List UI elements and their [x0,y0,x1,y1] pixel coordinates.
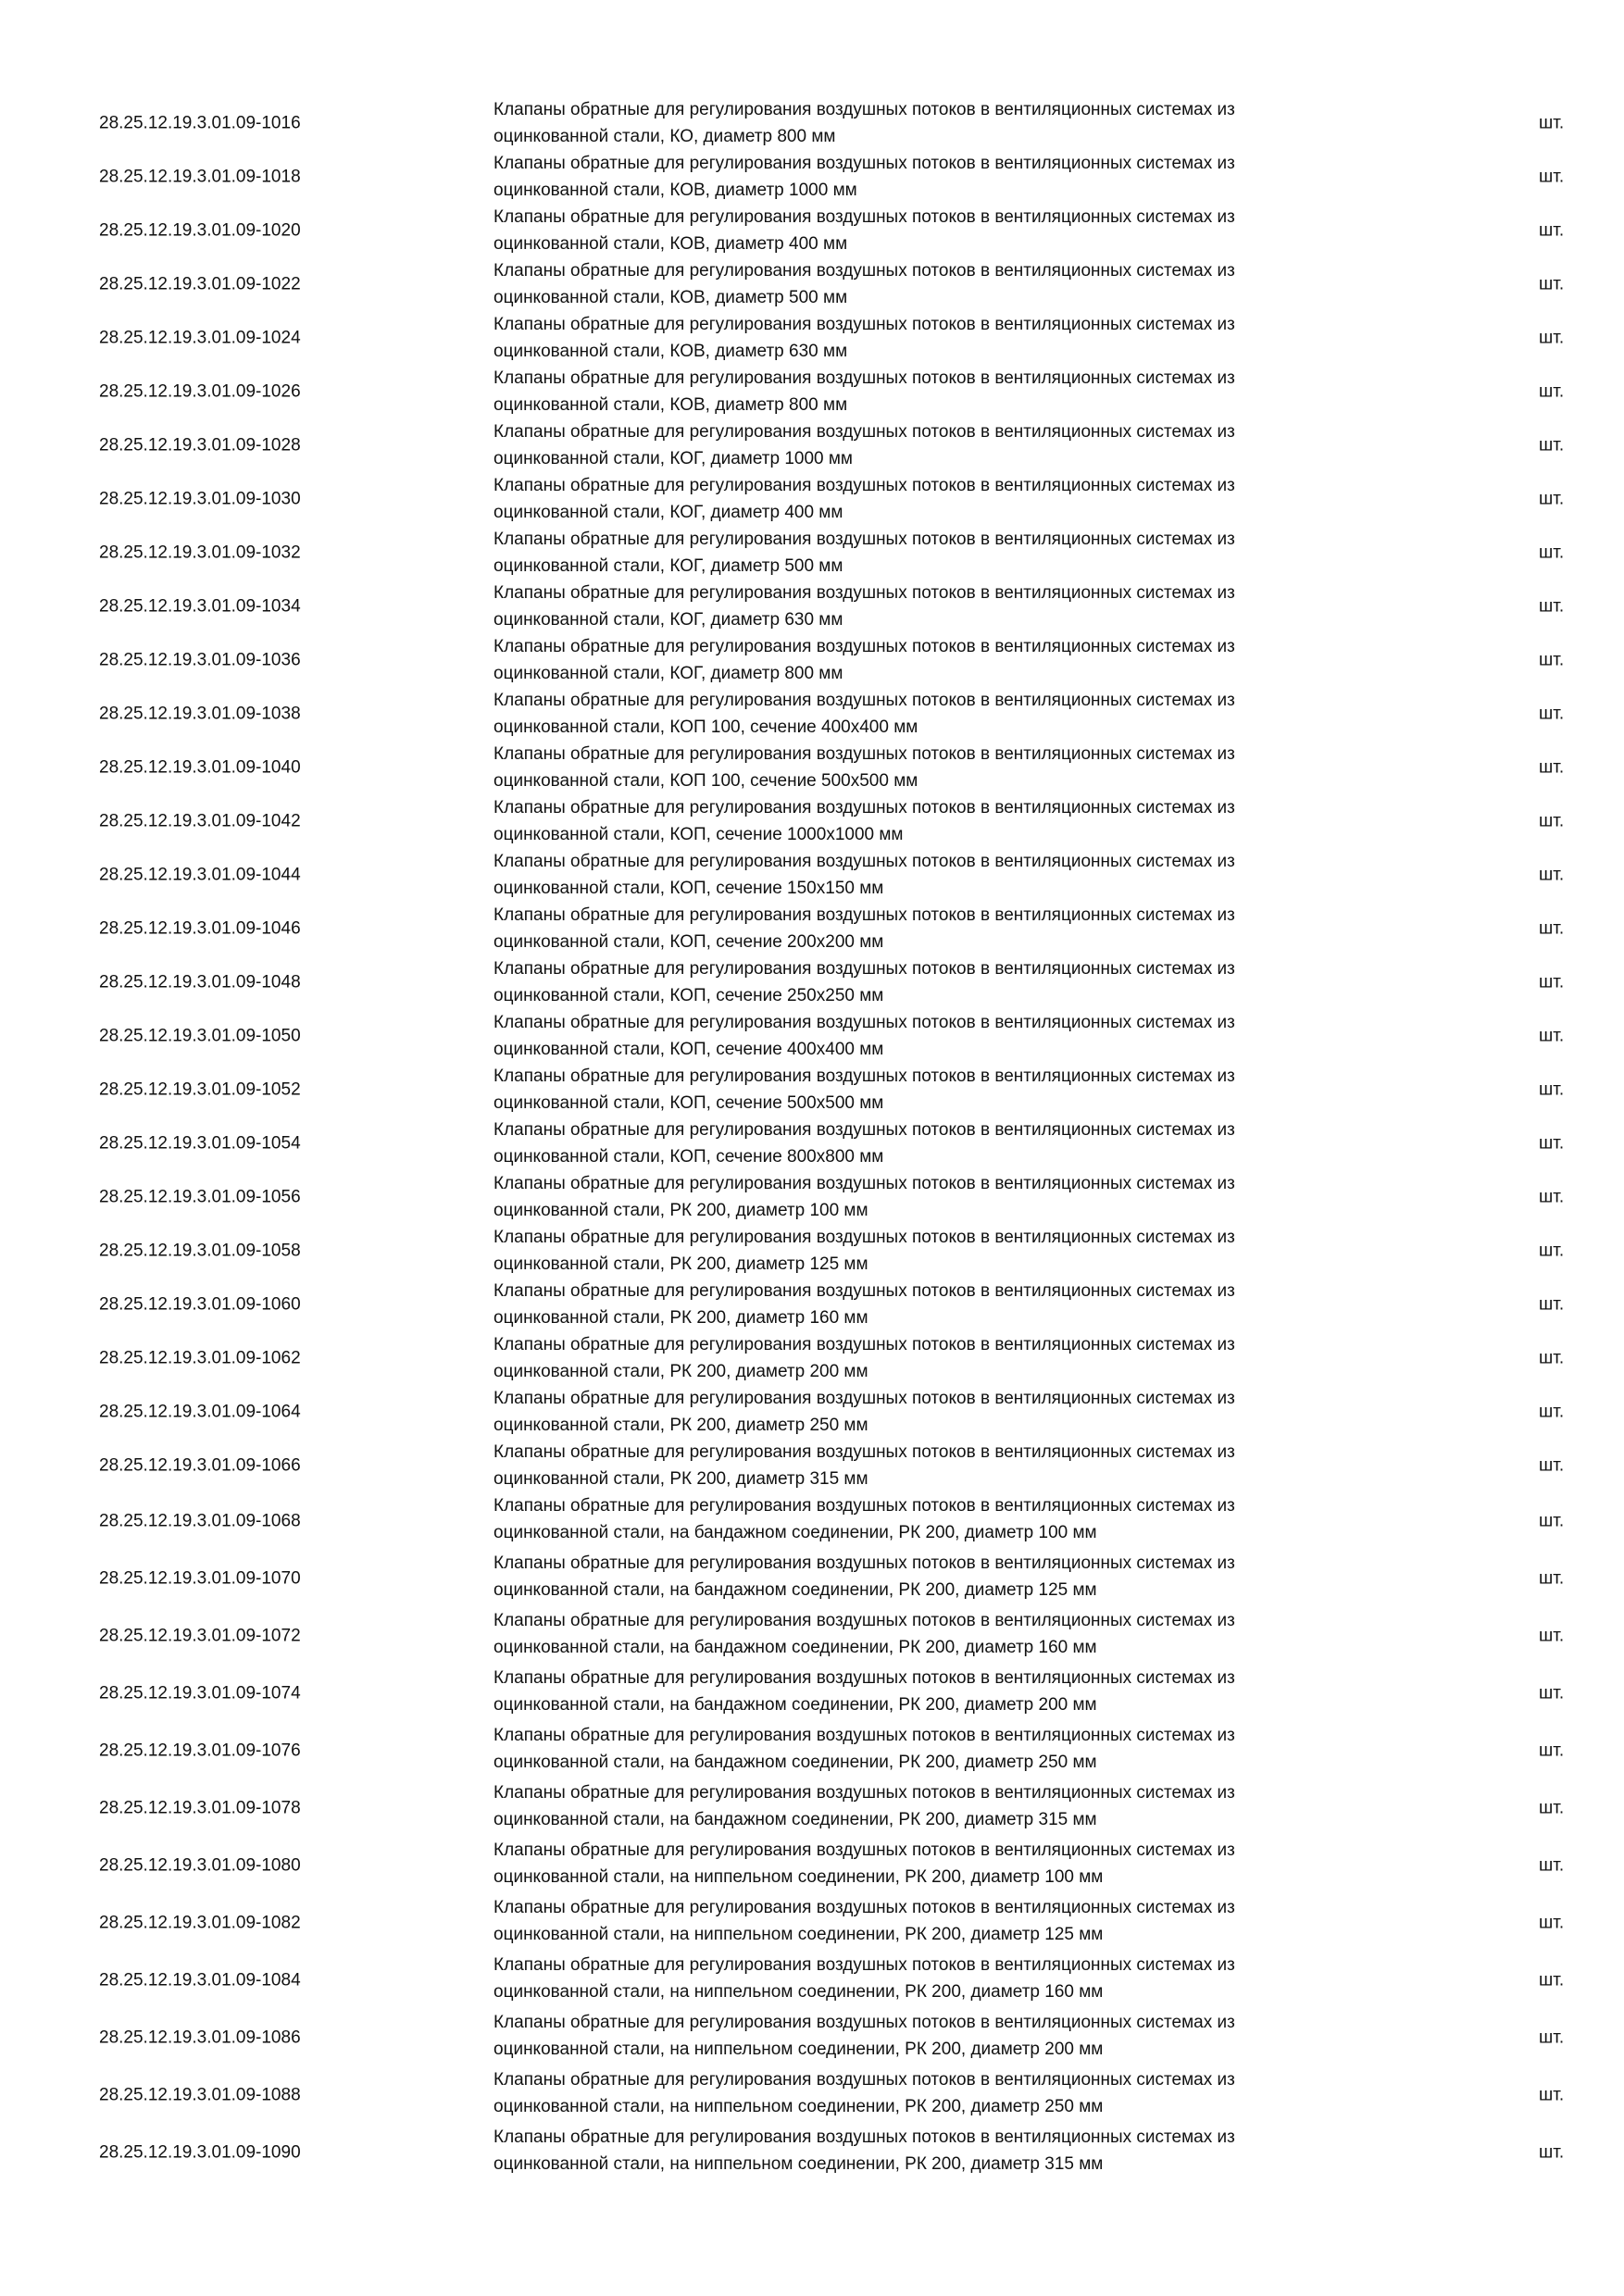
item-unit: шт. [1539,1855,1565,1876]
item-description [493,1550,1382,1603]
table-row [0,96,1624,150]
item-code: 28.25.12.19.3.01.09-1080 [99,1855,301,1876]
table-row [0,311,1624,365]
item-unit: шт. [1539,1626,1565,1646]
item-unit: шт. [1539,381,1565,402]
table-row [0,2066,1624,2124]
table-row [0,1170,1624,1224]
item-description [493,1722,1382,1776]
item-unit: шт. [1539,1683,1565,1703]
table-row [0,1492,1624,1550]
description-line: Клапаны обратные для регулирования воздушных потоков в вентиляционных системах из [493,959,1235,979]
item-description [493,1665,1382,1718]
item-unit: шт. [1539,2028,1565,2048]
description-line: оцинкованной стали, КОП, сечение 400х400 мм [493,1040,884,1059]
item-unit: шт. [1539,167,1565,187]
item-unit: шт. [1539,918,1565,939]
description-line: Клапаны обратные для регулирования воздушных потоков в вентиляционных системах из [493,315,1235,334]
item-code: 28.25.12.19.3.01.09-1018 [99,167,301,187]
table-row [0,1224,1624,1278]
table-row [0,687,1624,741]
table-row [0,365,1624,418]
table-row [0,1009,1624,1063]
item-description [493,150,1382,204]
item-code: 28.25.12.19.3.01.09-1054 [99,1133,301,1154]
description-line: оцинкованной стали, РК 200, диаметр 200 мм [493,1362,868,1381]
item-unit: шт. [1539,1241,1565,1261]
item-description [493,1170,1382,1224]
item-description [493,1278,1382,1331]
table-row [0,955,1624,1009]
table-row [0,741,1624,794]
description-line: оцинкованной стали, КОВ, диаметр 500 мм [493,288,848,307]
item-code: 28.25.12.19.3.01.09-1074 [99,1683,301,1703]
description-line: Клапаны обратные для регулирования воздушных потоков в вентиляционных системах из [493,1228,1235,1247]
description-line: Клапаны обратные для регулирования воздушных потоков в вентиляционных системах из [493,798,1235,817]
description-line: Клапаны обратные для регулирования воздушных потоков в вентиляционных системах из [493,1496,1235,1516]
description-line: оцинкованной стали, РК 200, диаметр 100 мм [493,1201,868,1220]
table-row [0,1779,1624,1837]
description-line: Клапаны обратные для регулирования воздушных потоков в вентиляционных системах из [493,422,1235,442]
item-code: 28.25.12.19.3.01.09-1028 [99,435,301,455]
item-description [493,96,1382,150]
description-line: Клапаны обратные для регулирования воздушных потоков в вентиляционных системах из [493,1554,1235,1573]
table-row [0,1952,1624,2009]
description-line: оцинкованной стали, КОГ, диаметр 800 мм [493,664,843,683]
item-unit: шт. [1539,1913,1565,1933]
item-description [493,1952,1382,2005]
table-row [0,150,1624,204]
item-code: 28.25.12.19.3.01.09-1030 [99,489,301,509]
item-description [493,1224,1382,1278]
item-unit: шт. [1539,435,1565,455]
item-description [493,1607,1382,1661]
description-line: Клапаны обратные для регулирования воздушных потоков в вентиляционных системах из [493,1726,1235,1745]
item-unit: шт. [1539,220,1565,241]
table-row [0,1439,1624,1492]
item-description [493,741,1382,794]
item-code: 28.25.12.19.3.01.09-1044 [99,865,301,885]
item-description [493,848,1382,902]
item-unit: шт. [1539,1741,1565,1761]
table-row [0,633,1624,687]
item-description [493,1492,1382,1546]
table-row [0,848,1624,902]
item-code: 28.25.12.19.3.01.09-1066 [99,1455,301,1476]
description-line: Клапаны обратные для регулирования воздушных потоков в вентиляционных системах из [493,1898,1235,1917]
item-code: 28.25.12.19.3.01.09-1034 [99,596,301,617]
table-row [0,1550,1624,1607]
item-description [493,418,1382,472]
description-line: Клапаны обратные для регулирования воздушных потоков в вентиляционных системах из [493,1281,1235,1301]
item-code: 28.25.12.19.3.01.09-1024 [99,328,301,348]
description-line: оцинкованной стали, на бандажном соединении, РК 200, диаметр 200 мм [493,1695,1097,1715]
item-unit: шт. [1539,113,1565,133]
item-unit: шт. [1539,865,1565,885]
item-code: 28.25.12.19.3.01.09-1088 [99,2085,301,2105]
item-unit: шт. [1539,650,1565,670]
description-line: Клапаны обратные для регулирования воздушных потоков в вентиляционных системах из [493,1335,1235,1354]
item-description [493,794,1382,848]
item-unit: шт. [1539,757,1565,778]
item-unit: шт. [1539,704,1565,724]
table-row [0,257,1624,311]
table-row [0,1117,1624,1170]
table-row [0,1385,1624,1439]
item-description [493,311,1382,365]
description-line: Клапаны обратные для регулирования воздушных потоков в вентиляционных системах из [493,207,1235,227]
description-line: оцинкованной стали, на ниппельном соединении, РК 200, диаметр 125 мм [493,1925,1104,1944]
description-line: оцинкованной стали, на ниппельном соединении, РК 200, диаметр 160 мм [493,1982,1104,2002]
description-line: Клапаны обратные для регулирования воздушных потоков в вентиляционных системах из [493,1841,1235,1860]
description-line: Клапаны обратные для регулирования воздушных потоков в вентиляционных системах из [493,2128,1235,2147]
description-line: оцинкованной стали, КОВ, диаметр 800 мм [493,395,848,415]
item-description [493,1439,1382,1492]
item-unit: шт. [1539,1079,1565,1100]
item-code: 28.25.12.19.3.01.09-1064 [99,1402,301,1422]
description-line: Клапаны обратные для регулирования воздушных потоков в вентиляционных системах из [493,905,1235,925]
item-code: 28.25.12.19.3.01.09-1062 [99,1348,301,1368]
table-row [0,1278,1624,1331]
description-line: Клапаны обратные для регулирования воздушных потоков в вентиляционных системах из [493,852,1235,871]
table-row [0,1665,1624,1722]
item-code: 28.25.12.19.3.01.09-1038 [99,704,301,724]
item-unit: шт. [1539,1455,1565,1476]
description-line: Клапаны обратные для регулирования воздушных потоков в вентиляционных системах из [493,1174,1235,1193]
description-line: Клапаны обратные для регулирования воздушных потоков в вентиляционных системах из [493,1013,1235,1032]
description-line: Клапаны обратные для регулирования воздушных потоков в вентиляционных системах из [493,1611,1235,1630]
item-code: 28.25.12.19.3.01.09-1072 [99,1626,301,1646]
table-row [0,2009,1624,2066]
item-code: 28.25.12.19.3.01.09-1076 [99,1741,301,1761]
description-line: Клапаны обратные для регулирования воздушных потоков в вентиляционных системах из [493,530,1235,549]
item-description [493,2009,1382,2063]
description-line: Клапаны обратные для регулирования воздушных потоков в вентиляционных системах из [493,1955,1235,1975]
item-description [493,204,1382,257]
description-line: Клапаны обратные для регулирования воздушных потоков в вентиляционных системах из [493,1668,1235,1688]
description-line: оцинкованной стали, КОП, сечение 200х200 мм [493,932,884,952]
item-code: 28.25.12.19.3.01.09-1016 [99,113,301,133]
description-line: оцинкованной стали, на бандажном соединении, РК 200, диаметр 250 мм [493,1753,1097,1772]
item-code: 28.25.12.19.3.01.09-1068 [99,1511,301,1531]
description-line: Клапаны обратные для регулирования воздушных потоков в вентиляционных системах из [493,2070,1235,2090]
item-unit: шт. [1539,1294,1565,1315]
description-line: оцинкованной стали, РК 200, диаметр 250 мм [493,1416,868,1435]
description-line: оцинкованной стали, КО, диаметр 800 мм [493,127,836,146]
table-row [0,472,1624,526]
item-description [493,902,1382,955]
item-description [493,472,1382,526]
item-description [493,580,1382,633]
item-code: 28.25.12.19.3.01.09-1036 [99,650,301,670]
table-row [0,1063,1624,1117]
description-line: оцинкованной стали, КОП, сечение 800х800 мм [493,1147,884,1167]
table-row [0,580,1624,633]
description-line: оцинкованной стали, РК 200, диаметр 160 мм [493,1308,868,1328]
item-unit: шт. [1539,1133,1565,1154]
description-line: Клапаны обратные для регулирования воздушных потоков в вентиляционных системах из [493,637,1235,656]
item-code: 28.25.12.19.3.01.09-1026 [99,381,301,402]
item-code: 28.25.12.19.3.01.09-1040 [99,757,301,778]
description-line: Клапаны обратные для регулирования воздушных потоков в вентиляционных системах из [493,1783,1235,1803]
item-code: 28.25.12.19.3.01.09-1090 [99,2142,301,2163]
item-code: 28.25.12.19.3.01.09-1078 [99,1798,301,1818]
item-unit: шт. [1539,1402,1565,1422]
description-line: Клапаны обратные для регулирования воздушных потоков в вентиляционных системах из [493,1067,1235,1086]
item-description [493,257,1382,311]
table-row [0,1837,1624,1894]
description-line: Клапаны обратные для регулирования воздушных потоков в вентиляционных системах из [493,744,1235,764]
item-unit: шт. [1539,328,1565,348]
item-unit: шт. [1539,1026,1565,1046]
item-description [493,1117,1382,1170]
item-description [493,2066,1382,2120]
item-unit: шт. [1539,274,1565,294]
description-line: оцинкованной стали, КОВ, диаметр 400 мм [493,234,848,254]
item-description [493,526,1382,580]
item-code: 28.25.12.19.3.01.09-1084 [99,1970,301,1990]
item-unit: шт. [1539,1798,1565,1818]
description-line: оцинкованной стали, на бандажном соединении, РК 200, диаметр 315 мм [493,1810,1097,1829]
item-description [493,365,1382,418]
description-line: Клапаны обратные для регулирования воздушных потоков в вентиляционных системах из [493,691,1235,710]
item-code: 28.25.12.19.3.01.09-1050 [99,1026,301,1046]
description-line: оцинкованной стали, на ниппельном соединении, РК 200, диаметр 315 мм [493,2154,1104,2174]
description-line: оцинкованной стали, на бандажном соединении, РК 200, диаметр 160 мм [493,1638,1097,1657]
item-description [493,1385,1382,1439]
description-line: оцинкованной стали, КОГ, диаметр 630 мм [493,610,843,630]
item-description [493,1063,1382,1117]
description-line: оцинкованной стали, на бандажном соединении, РК 200, диаметр 100 мм [493,1523,1097,1542]
item-code: 28.25.12.19.3.01.09-1056 [99,1187,301,1207]
description-line: Клапаны обратные для регулирования воздушных потоков в вентиляционных системах из [493,476,1235,495]
item-description [493,633,1382,687]
description-line: Клапаны обратные для регулирования воздушных потоков в вентиляционных системах из [493,1389,1235,1408]
description-line: Клапаны обратные для регулирования воздушных потоков в вентиляционных системах из [493,100,1235,119]
description-line: Клапаны обратные для регулирования воздушных потоков в вентиляционных системах из [493,2013,1235,2032]
table-row [0,526,1624,580]
description-line: оцинкованной стали, КОП, сечение 250х250 мм [493,986,884,1005]
table-row [0,204,1624,257]
item-code: 28.25.12.19.3.01.09-1086 [99,2028,301,2048]
item-code: 28.25.12.19.3.01.09-1070 [99,1568,301,1589]
description-line: оцинкованной стали, на ниппельном соединении, РК 200, диаметр 200 мм [493,2040,1104,2059]
table-row [0,418,1624,472]
item-unit: шт. [1539,543,1565,563]
item-description [493,955,1382,1009]
description-line: оцинкованной стали, КОГ, диаметр 400 мм [493,503,843,522]
description-line: оцинкованной стали, КОП 100, сечение 500х500 мм [493,771,918,791]
description-line: оцинкованной стали, КОП, сечение 500х500 мм [493,1093,884,1113]
item-code: 28.25.12.19.3.01.09-1052 [99,1079,301,1100]
description-line: Клапаны обратные для регулирования воздушных потоков в вентиляционных системах из [493,261,1235,281]
item-description [493,1779,1382,1833]
description-line: оцинкованной стали, на ниппельном соединении, РК 200, диаметр 100 мм [493,1867,1104,1887]
table-row [0,2124,1624,2181]
item-code: 28.25.12.19.3.01.09-1032 [99,543,301,563]
item-unit: шт. [1539,2142,1565,2163]
item-unit: шт. [1539,972,1565,992]
item-description [493,1837,1382,1890]
description-line: оцинкованной стали, КОВ, диаметр 630 мм [493,342,848,361]
table-row [0,1331,1624,1385]
item-code: 28.25.12.19.3.01.09-1048 [99,972,301,992]
description-line: оцинкованной стали, на ниппельном соединении, РК 200, диаметр 250 мм [493,2097,1104,2116]
item-description [493,687,1382,741]
item-code: 28.25.12.19.3.01.09-1022 [99,274,301,294]
item-unit: шт. [1539,596,1565,617]
item-unit: шт. [1539,1187,1565,1207]
description-line: Клапаны обратные для регулирования воздушных потоков в вентиляционных системах из [493,368,1235,388]
table-row [0,902,1624,955]
item-code: 28.25.12.19.3.01.09-1060 [99,1294,301,1315]
description-line: Клапаны обратные для регулирования воздушных потоков в вентиляционных системах из [493,583,1235,603]
item-description [493,1894,1382,1948]
table-row [0,1607,1624,1665]
description-line: оцинкованной стали, РК 200, диаметр 125 мм [493,1254,868,1274]
item-code: 28.25.12.19.3.01.09-1020 [99,220,301,241]
description-line: оцинкованной стали, КОГ, диаметр 500 мм [493,556,843,576]
description-line: оцинкованной стали, КОГ, диаметр 1000 мм [493,449,853,468]
description-line: оцинкованной стали, РК 200, диаметр 315 мм [493,1469,868,1489]
table-row [0,794,1624,848]
item-code: 28.25.12.19.3.01.09-1042 [99,811,301,831]
description-line: оцинкованной стали, КОВ, диаметр 1000 мм [493,181,857,200]
item-unit: шт. [1539,811,1565,831]
item-description [493,1009,1382,1063]
description-line: Клапаны обратные для регулирования воздушных потоков в вентиляционных системах из [493,1120,1235,1140]
item-code: 28.25.12.19.3.01.09-1046 [99,918,301,939]
description-line: Клапаны обратные для регулирования воздушных потоков в вентиляционных системах из [493,1442,1235,1462]
item-description [493,2124,1382,2177]
item-code: 28.25.12.19.3.01.09-1082 [99,1913,301,1933]
item-unit: шт. [1539,1348,1565,1368]
table-row [0,1722,1624,1779]
item-unit: шт. [1539,1568,1565,1589]
description-line: оцинкованной стали, на бандажном соединении, РК 200, диаметр 125 мм [493,1580,1097,1600]
item-unit: шт. [1539,1511,1565,1531]
description-line: оцинкованной стали, КОП, сечение 1000х1000 мм [493,825,904,844]
price-list-table [0,96,1624,2181]
item-unit: шт. [1539,1970,1565,1990]
item-description [493,1331,1382,1385]
description-line: оцинкованной стали, КОП 100, сечение 400х400 мм [493,718,918,737]
description-line: оцинкованной стали, КОП, сечение 150х150 мм [493,879,884,898]
item-unit: шт. [1539,2085,1565,2105]
item-code: 28.25.12.19.3.01.09-1058 [99,1241,301,1261]
description-line: Клапаны обратные для регулирования воздушных потоков в вентиляционных системах из [493,154,1235,173]
item-unit: шт. [1539,489,1565,509]
table-row [0,1894,1624,1952]
